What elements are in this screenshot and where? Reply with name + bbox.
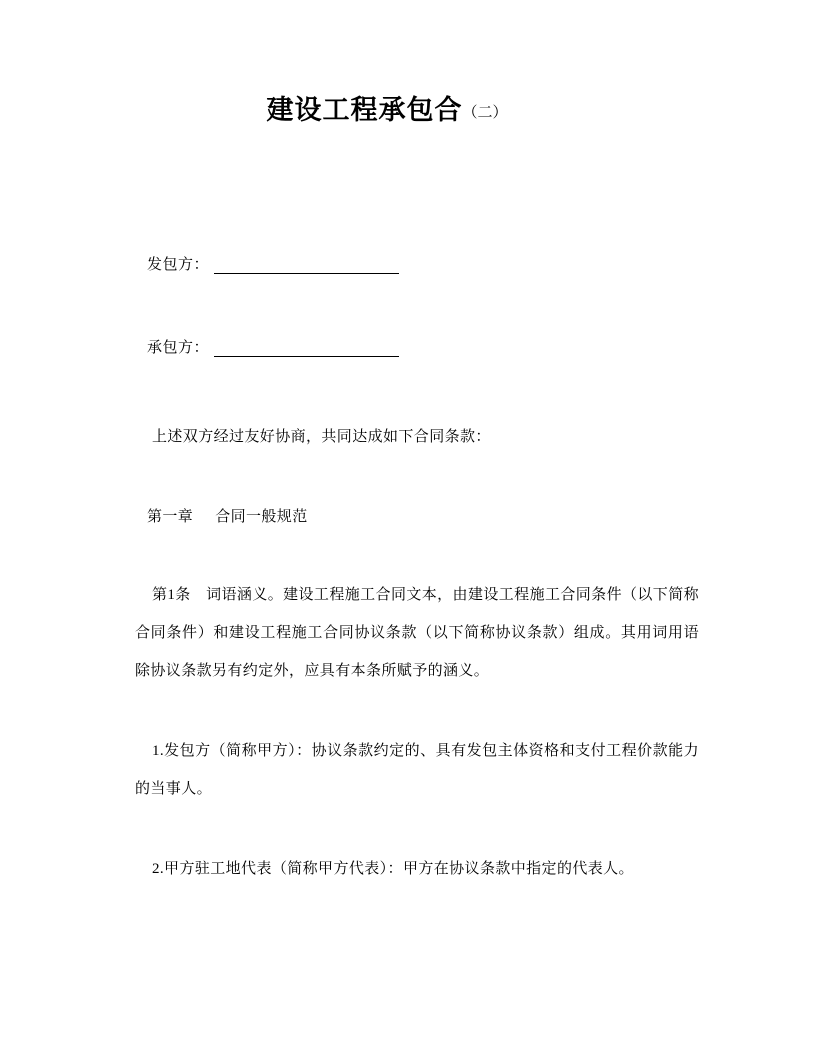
party-label-employer: 发包方： — [147, 257, 210, 273]
party-row-contractor — [147, 339, 399, 357]
spacer-after-intro — [135, 456, 699, 498]
clause-paragraph: 第1条 词语涵义。建设工程施工合同文本，由建设工程施工合同条件（以下简称合同条件）和建设工程施工合同协议条款（以下简称协议条款）组成。其用词用语除协议条款另有约定外，应具有本条所赋予的涵义。 — [135, 587, 699, 679]
spacer-before-item-1 — [135, 690, 699, 732]
chapter-heading — [135, 498, 699, 536]
intro-paragraph: 上述双方经过友好协商，共同达成如下合同条款： — [152, 429, 491, 445]
page-title-sub: （二） — [462, 105, 508, 121]
chapter-number: 第一章 — [147, 509, 194, 525]
party-label-contractor: 承包方： — [147, 340, 210, 356]
page-title — [0, 88, 816, 127]
party-row-employer — [147, 256, 399, 274]
party-blank-contractor[interactable] — [214, 340, 399, 357]
document-body — [135, 418, 699, 888]
spacer-before-item-2 — [135, 808, 699, 850]
party-blank-employer[interactable] — [214, 257, 399, 274]
list-item: 1.发包方（简称甲方）：协议条款约定的、具有发包主体资格和支付工程价款能力的当事人。 — [135, 743, 699, 797]
spacer-after-chapter — [135, 536, 699, 576]
list-item: 2.甲方驻工地代表（简称甲方代表）：甲方在协议条款中指定的代表人。 — [152, 861, 634, 877]
page-title-main: 建设工程承包合 — [266, 95, 463, 125]
chapter-title: 合同一般规范 — [215, 509, 308, 525]
